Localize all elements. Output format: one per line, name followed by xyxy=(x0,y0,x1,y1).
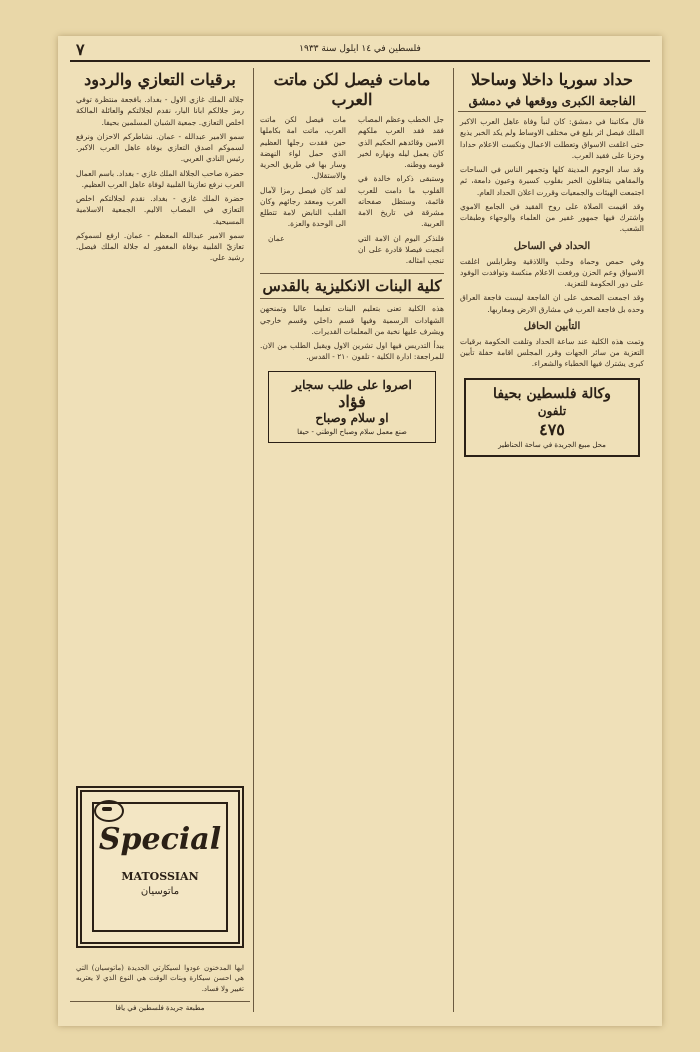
ad-phone-label: تلفون xyxy=(537,403,567,418)
condolence-telegrams xyxy=(70,94,250,264)
paragraph: هذه الكلية تعنى بتعليم البنات تعليما عاليا وتمنحهن الشهادات الرسمية وفيها قسم داخلي وقسم خارجي ويشرف عليها نخبة من المعلمات القديرات. xyxy=(260,304,444,336)
paragraph: وقد ساد الوجوم المدينة كلها وتجمهر الناس في الساحات والمقاهي يتناقلون الخبر بقلوب كسيرة وعيون دامعة، ثم اجتمعت الهيئات والجمعيات وقررت اعلان الحداد العام. xyxy=(460,165,644,197)
paragraph: وفي حمص وحماة وحلب واللاذقية وطرابلس اغلقت الاسواق وعم الحزن ورفعت الاعلام منكسة وتوافدت الوفود على دور الحكومة للتعزية. xyxy=(460,256,644,288)
ad-footnote: صنع معمل سلام وصباح الوطني - حيفا xyxy=(297,427,407,436)
cigarette-ad xyxy=(268,371,436,443)
telegram: جلالة الملك غازي الاول - بغداد. بافجعة منتظرة توفي رمز جلالكم ابانا البار، نقدم لجلالتكم والعائلة المالكة اخلص التعازي. جمعية الشبان المسلمين بحيفا. xyxy=(76,95,244,127)
ad-line: او سلام وصباح xyxy=(315,410,389,425)
paragraph: مات فيصل لكن ماتت العرب، ماتت امة بكاملها حين فقدت رجلها العظيم الذي حمل لواء النهضة وسار بها في طريق الحرية والاستقلال. xyxy=(260,115,346,181)
paragraph: وتمت هذه الكلية عند ساعة الحداد وتلقت الحكومة برقيات التعزية من سائر الجهات وقرر المجلس اقامة حفلة تأبين كبرى يشترك فيها الخطباء والشعراء. xyxy=(460,336,644,369)
article-body-syria xyxy=(454,116,650,370)
telegram: سمو الامير عبدالله - عمان. نشاطركم الاحزان ونرفع لسموكم اصدق التعازي بوفاة عاهل العرب الاكبر. رئيس النادي العربي. xyxy=(76,131,244,164)
column-syria-mourning xyxy=(453,68,650,1012)
brand-logo-icon xyxy=(94,800,124,822)
ad-line: اصروا على طلب سجاير xyxy=(292,377,412,392)
paragraph: لقد كان فيصل رمزا لآمال العرب ومعقد رجائهم وكان القلب النابض لامة تتطلع الى الوحدة والعزة. xyxy=(260,185,346,229)
paragraph: فلنذكر اليوم ان الامة التي انجبت فيصلا قادرة على ان تنجب امثاله. xyxy=(358,233,444,265)
newspaper-page xyxy=(58,36,662,1026)
date-line: فلسطين في ١٤ ايلول سنة ١٩٣٣ xyxy=(299,44,421,54)
ad-brand-special: Special xyxy=(98,822,222,857)
ad-maker: MATOSSIAN xyxy=(121,870,199,883)
headline-girls-college: كلية البنات الانكليزية بالقدس xyxy=(260,273,444,299)
section-head: التأبين الحافل xyxy=(523,320,581,332)
paragraph: وقد اقيمت الصلاة على روح الفقيد في الجامع الاموي واشترك فيها جمهور غفير من العلماء والوجهاء وطبقات الشعب. xyxy=(460,201,644,234)
telegram: حضرة صاحب الجلالة الملك غازي - بغداد. باسم العمال العرب نرفع تعازينا القلبية لوفاة عاهل العرب العظيم. xyxy=(76,168,244,189)
ad-note: محل مبيع الجريدة في ساحة الحناطير xyxy=(498,440,606,449)
article-signature: عمان xyxy=(268,233,285,243)
paragraph: يبدأ التدريس فيها اول تشرين الاول ويقبل الطلب من الان. للمراجعة: ادارة الكلية - تلفون ٢١٠ - القدس. xyxy=(260,341,444,362)
article-faisal-right xyxy=(352,114,450,269)
subheadline-damascus: الفاجعة الكبرى ووقعها في دمشق xyxy=(458,94,646,112)
ad-maker-arabic: ماتوسيان xyxy=(140,886,180,897)
ad-title: وكالة فلسطين بحيفا xyxy=(493,385,611,402)
headline-condolences: برقيات التعازي والردود xyxy=(84,70,236,89)
ad-caption: ايها المدخنون عودوا لسيكارتي الجديدة (ماتوسيان) التي هي احسن سيكارة وبنات الوقت هي النوع الذي لا يعتريه تغيير ولا فساد. xyxy=(76,963,244,993)
article-faisal-left xyxy=(254,114,352,269)
paragraph: جل الخطب وعظم المصاب فقد فقد العرب ملكهم الامين وقائدهم الحكيم الذي كان يعمل ليله ونهاره لخير قومه ووطنه. xyxy=(358,115,444,169)
headline-syria: حداد سوريا داخلا وساحلا xyxy=(471,70,633,89)
special-cigarette-ad xyxy=(76,786,244,948)
falastin-agency-ad xyxy=(464,378,640,457)
paragraph: قال مكاتبنا في دمشق: كان لنبأ وفاة عاهل العرب الاكبر الملك فيصل اثر بليغ في مختلف الاوساط ولم يكد الخبر يذيع حتى اغلقت الاسواق وتعطلت الاعمال ونكست الاعلام حدادا وحزنا على فقيد العرب. xyxy=(460,117,644,160)
page-header xyxy=(70,42,650,62)
telegram: حضرة الملك غازي - بغداد. نقدم لجلالتكم اخلص التعازي في المصاب الاليم. الجمعية الاسلامية المسيحية. xyxy=(76,194,244,226)
printer-line: مطبعة جريدة فلسطين في يافا xyxy=(70,1001,250,1012)
headline-faisal: مامات فيصل لكن ماتت العرب xyxy=(273,70,431,109)
paragraph: وستبقى ذكراه خالدة في القلوب ما دامت للعرب قائمة، وستظل صفحاته مشرقة في تاريخ الامة العربية. xyxy=(358,174,444,229)
column-condolences xyxy=(70,68,250,1012)
column-faisal xyxy=(253,68,450,1012)
columns xyxy=(70,68,650,1012)
page-number: ٧ xyxy=(76,40,85,59)
ad-phone-number: ٤٧٥ xyxy=(539,419,565,439)
telegram: سمو الامير عبدالله المعظم - عمان. ارفع لسموكم تعازيّ القلبية بوفاة المغفور له جلالة الملك فيصل. رشيد علي. xyxy=(76,230,244,263)
ad-brand: فؤاد xyxy=(338,391,366,411)
section-head: الحداد في الساحل xyxy=(513,240,591,252)
paragraph: وقد اجمعت الصحف على ان الفاجعة ليست فاجعة العراق وحده بل فاجعة العرب في مشارق الارض ومغاربها. xyxy=(460,293,644,314)
girls-college-notice xyxy=(254,303,450,362)
article-faisal xyxy=(254,114,450,269)
